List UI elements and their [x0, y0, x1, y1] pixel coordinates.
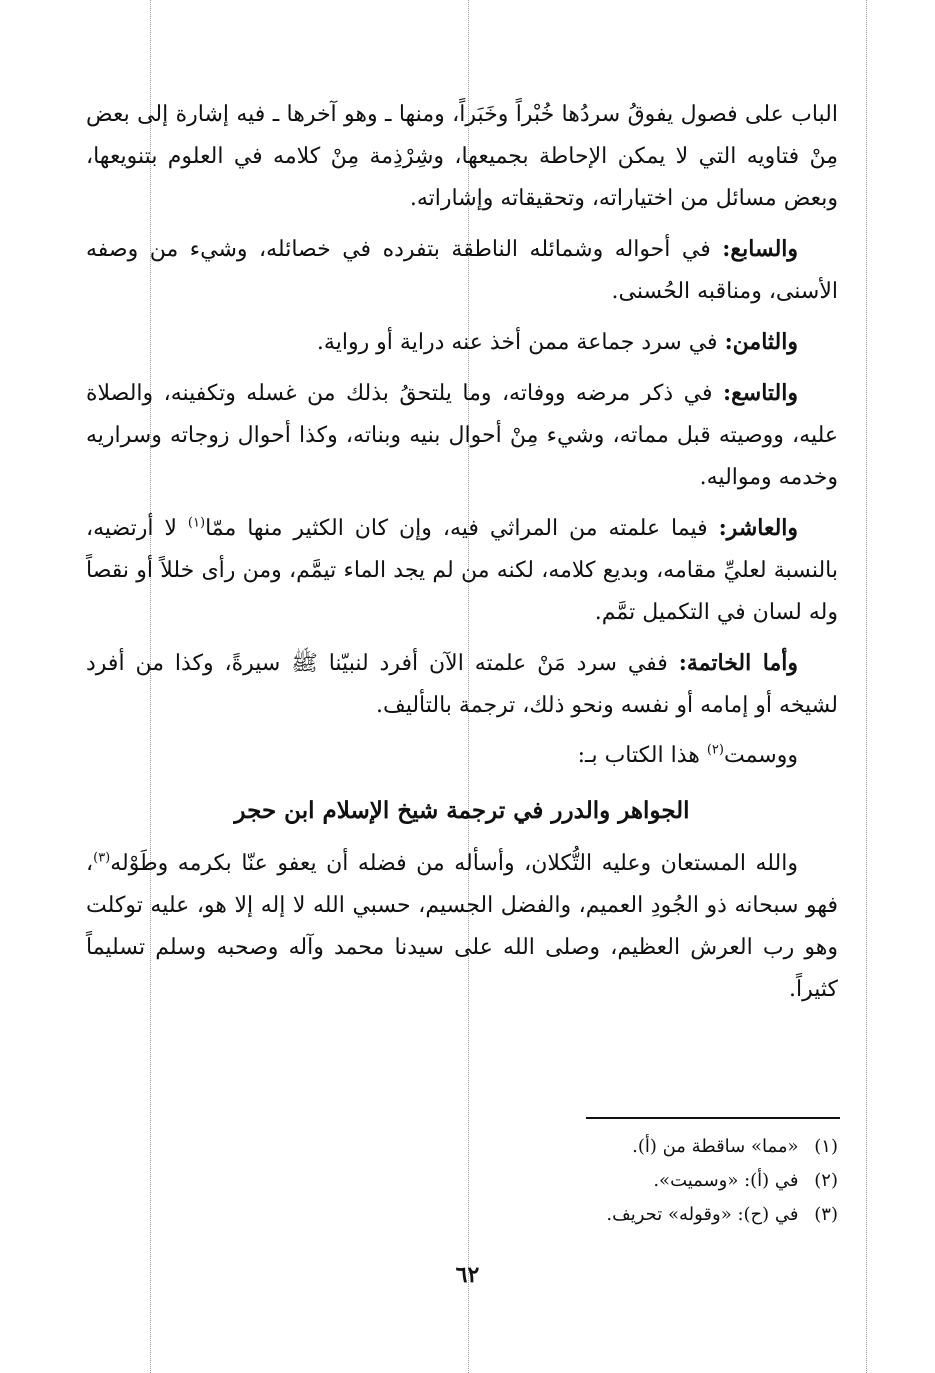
footnote-ref: (١)	[187, 515, 206, 531]
scan-fold-line	[866, 0, 867, 1373]
paragraph-text: ، فهو سبحانه ذو الجُودِ العميم، والفضل الجسيم، حسبي الله لا إله إلا هو، عليه توكلت وهو رب العرش العظيم، وصلى الله على سيدنا محمد وآله وصحبه وسلم تسليماً كثيراً.	[86, 851, 838, 1002]
paragraph-text: والله المستعان وعليه التُّكلان، وأسأله من فضله أن يعفو عنّا بكرمه وطَوْله	[110, 851, 798, 876]
paragraph-text: فيما علمته من المراثي فيه، وإن كان الكثير منها ممّا	[205, 516, 708, 541]
footnote-number: (١)	[814, 1136, 838, 1157]
page-body	[86, 94, 838, 1019]
paragraph-text: في ذكر مرضه ووفاته، وما يلتحقُ بذلك من غسله وتكفينه، والصلاة عليه، ووصيته قبل مماته، وشيء مِنْ أحوال بنيه وبناته، وكذا أحوال زوجاته وسراريه وخدمه ومواليه.	[86, 381, 838, 490]
footnote-number: (٢)	[814, 1170, 838, 1191]
paragraph-text: ففي سرد مَنْ علمته الآن أفرد لنبيّنا ﷺ سيرةً، وكذا من أفرد لشيخه أو إمامه أو نفسه ونحو ذلك، ترجمة بالتأليف.	[86, 651, 838, 718]
paragraph-lead: والعاشر:	[718, 515, 799, 541]
paragraph-text: هذا الكتاب بـ:	[577, 743, 700, 768]
paragraph-lead: والتاسع:	[722, 380, 798, 406]
paragraph-text: في أحواله وشمائله الناطقة بتفرده في خصائله، وشيء من وصفه الأسنى، ومناقبه الحُسنى.	[86, 237, 838, 304]
paragraph-eighth	[86, 321, 838, 364]
footnote-divider	[586, 1117, 840, 1119]
footnote-item	[238, 1164, 838, 1198]
paragraph-ninth	[86, 372, 838, 499]
book-title: الجواهر والدرر في ترجمة شيخ الإسلام ابن حجر	[234, 797, 690, 824]
footnote-number: (٣)	[814, 1204, 838, 1225]
page-number: ٦٢	[455, 1262, 480, 1288]
footnotes	[238, 1130, 838, 1232]
paragraph-text: الباب على فصول يفوقُ سردُها خُبْراً وخَبَراً، ومنها ـ وهو آخرها ـ فيه إشارة إلى بعض مِنْ فتاويه التي لا يمكن الإحاطة بجميعها، وشِرْذِمة مِنْ كلامه في العلوم بتنويعها، وبعض مسائل من اختياراته، وتحقيقاته وإشاراته.	[86, 102, 838, 211]
paragraph-lead: وأما الخاتمة:	[678, 650, 798, 676]
footnote-ref: (٣)	[93, 850, 111, 866]
footnote-item	[238, 1198, 838, 1232]
footnote-ref: (٢)	[706, 742, 724, 758]
paragraph-text: ووسمت	[723, 743, 798, 768]
paragraph-lead: والثامن:	[724, 329, 798, 355]
paragraph-conclusion	[86, 642, 838, 727]
paragraph-seventh	[86, 228, 838, 313]
footnote-item	[238, 1130, 838, 1164]
footnote-text: «مما» ساقطة من (أ).	[632, 1136, 799, 1157]
paragraph-intro	[86, 94, 838, 220]
paragraph-naming	[86, 735, 838, 777]
paragraph-lead: والسابع:	[722, 236, 799, 262]
footnote-text: في (أ): «وسميت».	[653, 1170, 799, 1191]
paragraph-text: لا أرتضيه، بالنسبة لعليِّ مقامه، وبديع كلامه، لكنه من لم يجد الماء تيمَّم، ومن رأى خللاً أو نقصاً وله لسان في التكميل تمَّم.	[86, 516, 838, 625]
footnote-text: في (ح): «وقوله» تحريف.	[606, 1204, 799, 1225]
paragraph-tenth	[86, 507, 838, 634]
paragraph-closing	[86, 843, 838, 1011]
paragraph-text: في سرد جماعة ممن أخذ عنه دراية أو رواية.	[316, 330, 718, 355]
